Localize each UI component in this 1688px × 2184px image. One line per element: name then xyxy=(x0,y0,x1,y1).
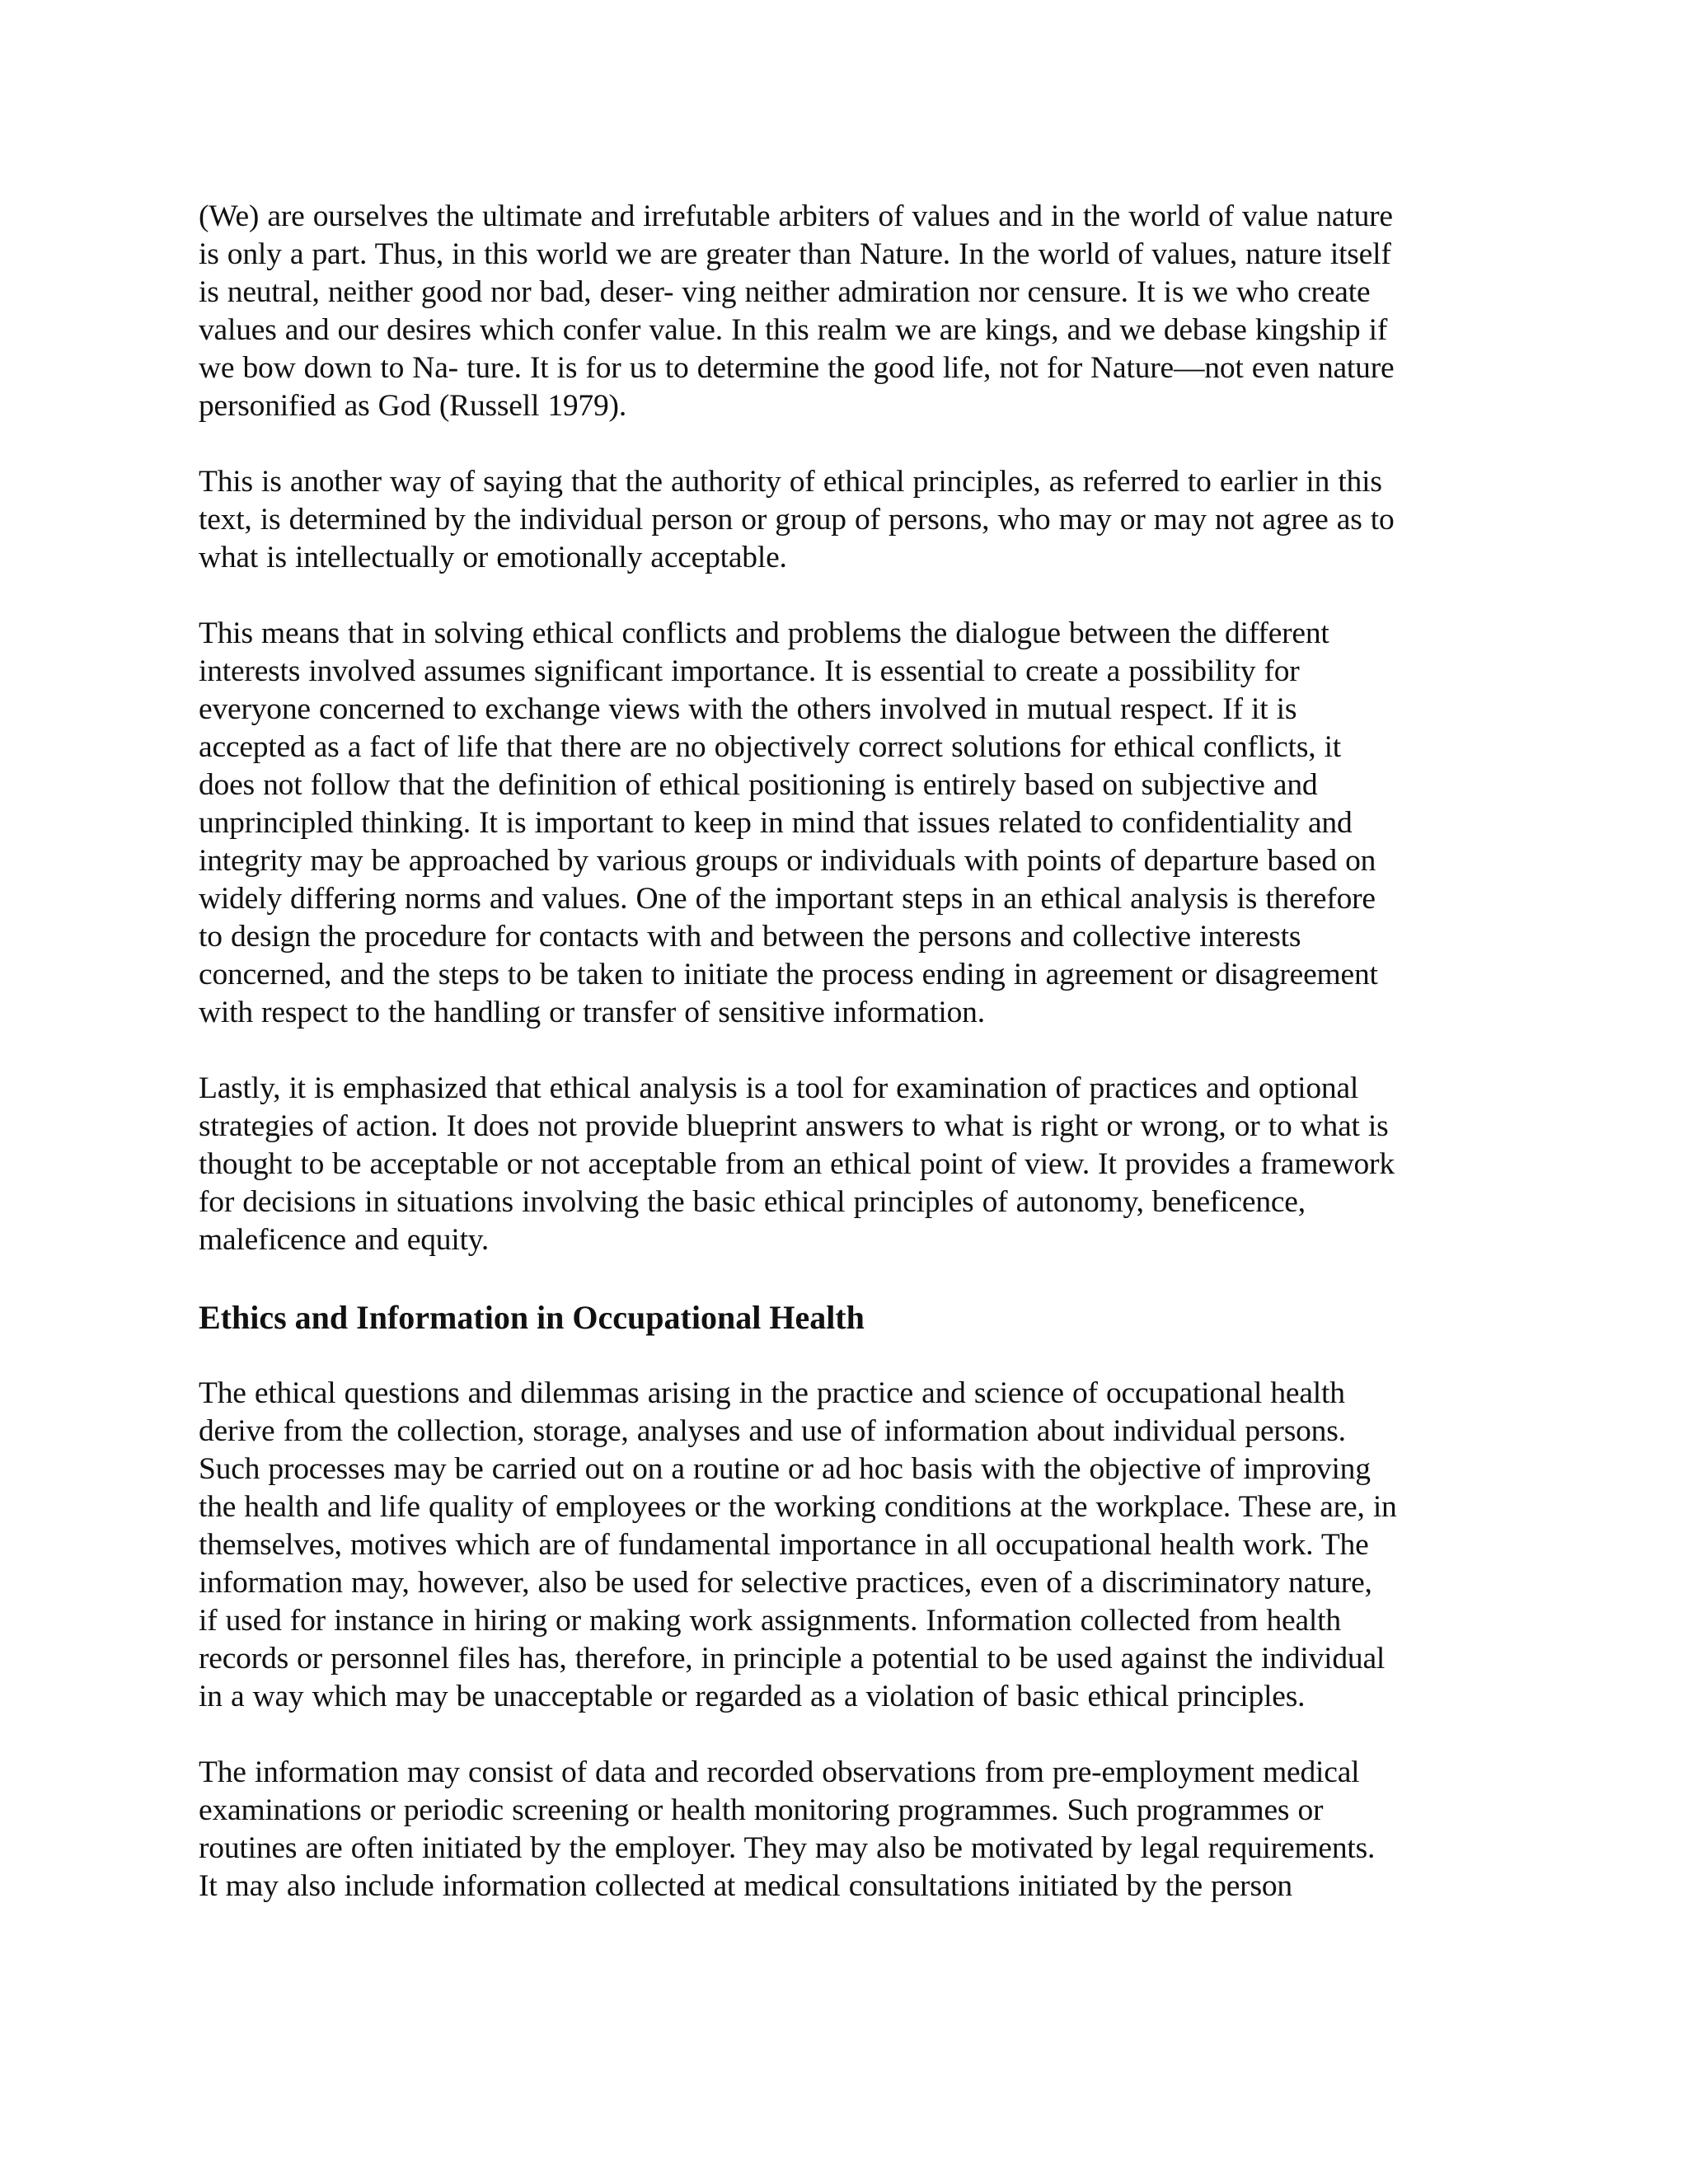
text-line: is neutral, neither good nor bad, deser- ving neither admiration nor censure. It is we who create xyxy=(199,275,1371,309)
text-line: This means that in solving ethical conflicts and problems the dialogue between the different xyxy=(199,616,1329,650)
text-line: unprincipled thinking. It is important to keep in mind that issues related to confidentiality and xyxy=(199,806,1353,840)
text-line: The information may consist of data and recorded observations from pre-employment medical xyxy=(199,1755,1360,1789)
text-line: The ethical questions and dilemmas arising in the practice and science of occupational health xyxy=(199,1376,1345,1410)
text-line: with respect to the handling or transfer of sensitive information. xyxy=(199,996,985,1029)
quote-paragraph xyxy=(199,198,1476,425)
text-line: Such processes may be carried out on a routine or ad hoc basis with the objective of improving xyxy=(199,1452,1371,1486)
text-line: in a way which may be unacceptable or regarded as a violation of basic ethical principles. xyxy=(199,1680,1306,1713)
text-line: records or personnel files has, therefore, in principle a potential to be used against the individual xyxy=(199,1642,1386,1675)
text-line: values and our desires which confer value. In this realm we are kings, and we debase kingship if xyxy=(199,313,1388,347)
text-line: the health and life quality of employees or the working conditions at the workplace. These are, in xyxy=(199,1490,1397,1524)
text-line: does not follow that the definition of ethical positioning is entirely based on subjective and xyxy=(199,768,1318,802)
text-line: what is intellectually or emotionally acceptable. xyxy=(199,541,787,574)
text-line: everyone concerned to exchange views with the others involved in mutual respect. If it is xyxy=(199,692,1297,726)
text-line: strategies of action. It does not provide blueprint answers to what is right or wrong, or to what is xyxy=(199,1109,1389,1143)
text-line: personified as God (Russell 1979). xyxy=(199,389,626,423)
text-line: widely differing norms and values. One of the important steps in an ethical analysis is therefore xyxy=(199,882,1376,916)
text-line: for decisions in situations involving the basic ethical principles of autonomy, beneficence, xyxy=(199,1185,1306,1219)
text-line: to design the procedure for contacts with and between the persons and collective interests xyxy=(199,920,1301,954)
body-paragraph xyxy=(199,1070,1476,1259)
text-line: Lastly, it is emphasized that ethical analysis is a tool for examination of practices and optional xyxy=(199,1071,1359,1105)
text-line: themselves, motives which are of fundamental importance in all occupational health work. The xyxy=(199,1528,1369,1562)
text-line: integrity may be approached by various groups or individuals with points of departure based on xyxy=(199,844,1376,878)
body-paragraph xyxy=(199,1754,1476,1905)
text-line: if used for instance in hiring or making work assignments. Information collected from health xyxy=(199,1604,1341,1638)
body-paragraph xyxy=(199,1375,1476,1716)
section-heading: Ethics and Information in Occupational Health xyxy=(199,1299,865,1336)
text-line: derive from the collection, storage, analyses and use of information about individual persons. xyxy=(199,1414,1346,1448)
text-line: we bow down to Na- ture. It is for us to determine the good life, not for Nature—not even nature xyxy=(199,351,1395,385)
text-line: accepted as a fact of life that there are no objectively correct solutions for ethical conflicts, it xyxy=(199,730,1342,764)
body-paragraph xyxy=(199,463,1476,577)
text-line: concerned, and the steps to be taken to initiate the process ending in agreement or disagreement xyxy=(199,958,1378,991)
text-line: routines are often initiated by the employer. They may also be motivated by legal requirements. xyxy=(199,1831,1376,1865)
page-content xyxy=(199,198,1476,1943)
text-line: is only a part. Thus, in this world we are greater than Nature. In the world of values, nature itself xyxy=(199,237,1391,271)
body-paragraph xyxy=(199,615,1476,1032)
text-line: information may, however, also be used for selective practices, even of a discriminatory nature, xyxy=(199,1566,1372,1600)
text-line: (We) are ourselves the ultimate and irrefutable arbiters of values and in the world of value nature xyxy=(199,199,1393,233)
text-line: It may also include information collected at medical consultations initiated by the person xyxy=(199,1869,1292,1903)
text-line: examinations or periodic screening or health monitoring programmes. Such programmes or xyxy=(199,1793,1324,1827)
text-line: maleficence and equity. xyxy=(199,1223,490,1257)
text-line: thought to be acceptable or not acceptable from an ethical point of view. It provides a framework xyxy=(199,1147,1395,1181)
text-line: This is another way of saying that the authority of ethical principles, as referred to earlier in this xyxy=(199,465,1382,499)
text-line: interests involved assumes significant importance. It is essential to create a possibility for xyxy=(199,654,1300,688)
text-line: text, is determined by the individual person or group of persons, who may or may not agree as to xyxy=(199,503,1395,537)
